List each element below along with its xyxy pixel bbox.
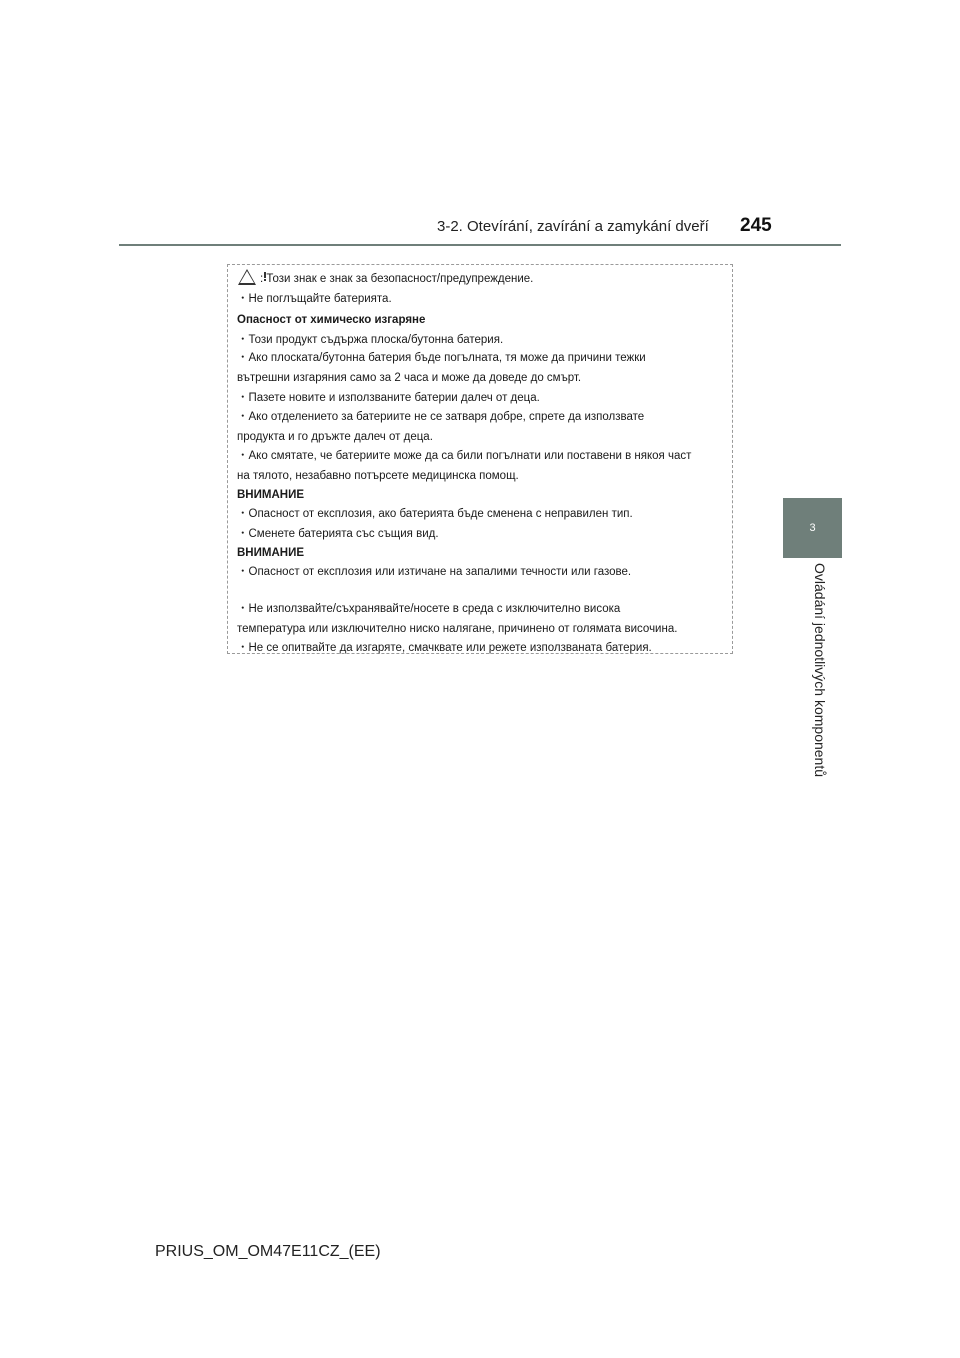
warning-line: ・Ако смятате, че батериите може да са били погълнати или поставени в някоя част (237, 450, 692, 462)
warning-line: вътрешни изгаряния само за 2 часа и може да доведе до смърт. (237, 372, 582, 384)
warning-line: ・Ако отделението за батериите не се затваря добре, спрете да използвате (237, 411, 645, 423)
warning-triangle-icon (238, 269, 256, 285)
warning-line: ・Не поглъщайте батерията. (237, 293, 392, 305)
warning-line: ・Сменете батерията със същия вид. (237, 528, 439, 540)
battery-warning-box (227, 264, 733, 654)
caution-heading: ВНИМАНИЕ (237, 547, 305, 559)
warning-line: температура или изключително ниско налягане, причинено от голямата височина. (237, 623, 678, 635)
warning-line: ・Ако плоската/бутонна батерия бъде погълната, тя може да причини тежки (237, 352, 646, 364)
document-code: PRIUS_OM_OM47E11CZ_(EE) (155, 1243, 381, 1260)
caution-heading: ВНИМАНИЕ (237, 489, 305, 501)
warning-line: ・Не се опитвайте да изгаряте, смачквате или режете използваната батерия. (237, 642, 652, 654)
chapter-label: Ovládání jednotlivých komponentů (812, 563, 828, 778)
warning-line: ・Опасност от експлозия или изтичане на запалими течности или газове. (237, 566, 632, 578)
page-number: 245 (740, 215, 772, 236)
warning-line: ・Опасност от експлозия, ако батерията бъде сменена с неправилен тип. (237, 508, 633, 520)
warning-line: ・Не използвайте/съхранявайте/носете в среда с изключително висока (237, 603, 621, 615)
section-title: 3-2. Otevírání, zavírání a zamykání dveří (437, 218, 709, 235)
chapter-number: 3 (809, 522, 816, 534)
warning-line: ・Този продукт съдържа плоска/бутонна батерия. (237, 334, 504, 346)
warning-line: на тялото, незабавно потърсете медицинска помощ. (237, 470, 519, 482)
header-divider (119, 244, 841, 246)
warning-line: ・Пазете новите и използваните батерии далеч от деца. (237, 392, 540, 404)
warning-line: продукта и го дръжте далеч от деца. (237, 431, 433, 443)
warning-heading: Опасност от химическо изгаряне (237, 314, 426, 326)
warning-symbol-row (228, 271, 728, 287)
warning-line: : Този знак е знак за безопасност/предупреждение. (260, 273, 534, 285)
chapter-tab (783, 498, 842, 558)
